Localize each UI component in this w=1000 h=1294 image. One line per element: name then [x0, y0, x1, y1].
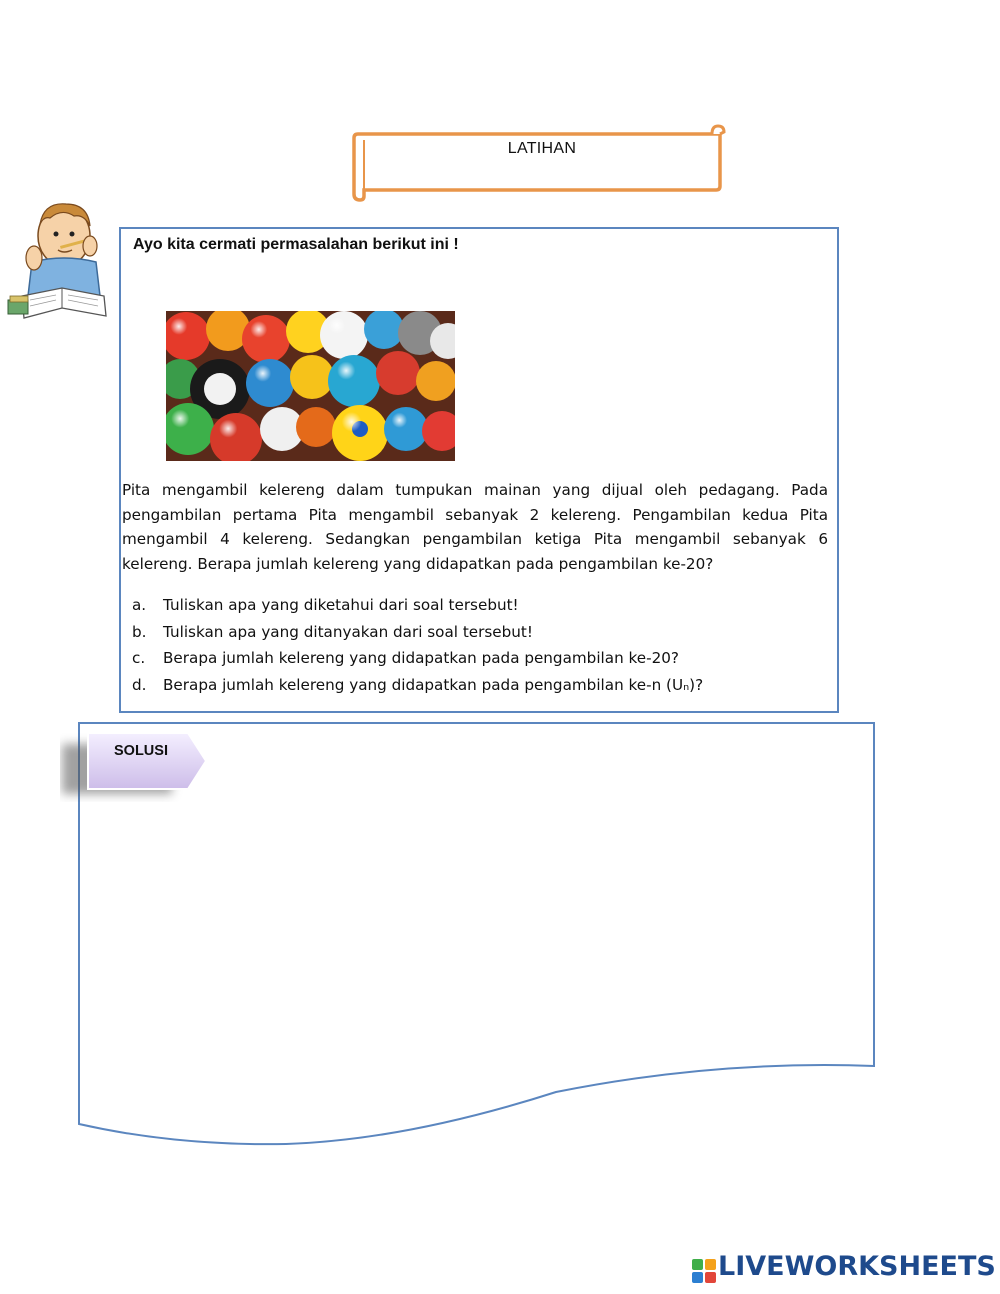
latihan-scroll-banner [350, 124, 728, 202]
question-item-a [132, 592, 832, 619]
problem-intro: Ayo kita cermati permasalahan berikut ini ! [133, 236, 459, 253]
question-text: Berapa jumlah kelereng yang didapatkan pada pengambilan ke-n (Uₙ)? [163, 675, 704, 694]
marbles-photo [166, 311, 455, 461]
question-letter: c. [132, 649, 146, 667]
question-letter: d. [132, 675, 147, 694]
question-item-d [132, 672, 832, 699]
question-text: Berapa jumlah kelereng yang didapatkan pada pengambilan ke-20? [163, 649, 679, 667]
question-text: Tuliskan apa yang ditanyakan dari soal tersebut! [163, 622, 533, 641]
problem-statement: Pita mengambil kelereng dalam tumpukan mainan yang dijual oleh pedagang. Pada pengambilan pertama Pita mengambil sebanyak 2 kelereng. Pengambilan kedua Pita mengambil 4 kelereng. Sedangkan pengambilan ketiga Pita mengambil sebanyak 6 kelereng. Berapa jumlah kelereng yang didapatkan pada pengambilan ke-20? [122, 481, 828, 573]
student-thinking-illustration [4, 196, 114, 330]
solusi-tag [60, 730, 210, 802]
question-item-b [132, 619, 832, 646]
question-list [132, 592, 832, 698]
question-letter: a. [132, 596, 147, 614]
question-text: Tuliskan apa yang diketahui dari soal tersebut! [163, 596, 519, 614]
liveworksheets-logo-icon [692, 1259, 716, 1283]
page-title: LATIHAN [507, 140, 577, 157]
solusi-label: SOLUSI [114, 743, 168, 759]
liveworksheets-logo: LIVEWORKSHEETS [718, 1251, 996, 1282]
question-letter: b. [132, 622, 147, 641]
question-item-c [132, 645, 832, 672]
